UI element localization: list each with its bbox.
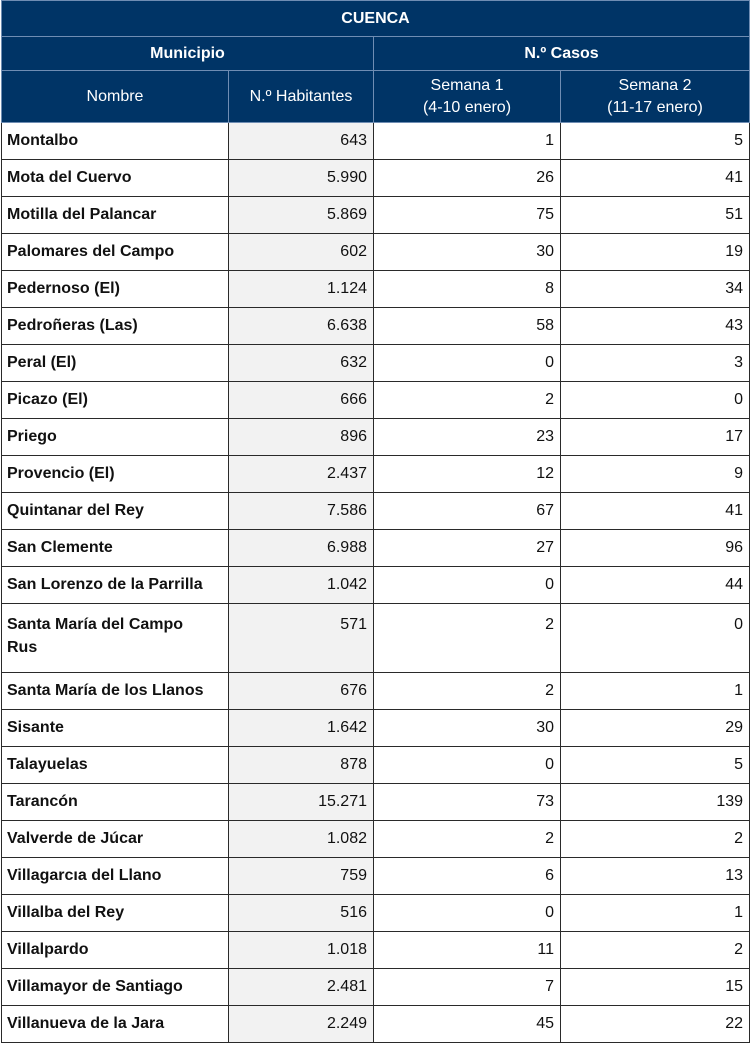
row-semana-2: 3 — [561, 345, 750, 382]
cases-table — [1, 0, 750, 1043]
table-row — [2, 160, 750, 197]
row-habitantes: 1.082 — [229, 821, 374, 858]
row-habitantes: 2.481 — [229, 969, 374, 1006]
table-row — [2, 747, 750, 784]
row-semana-1: 12 — [374, 456, 561, 493]
row-habitantes: 759 — [229, 858, 374, 895]
row-semana-1: 1 — [374, 123, 561, 160]
row-semana-1: 58 — [374, 308, 561, 345]
table-row — [2, 673, 750, 710]
column-header-habitantes: N.º Habitantes — [229, 71, 374, 123]
column-header-semana-2 — [561, 71, 750, 123]
row-nombre: Quintanar del Rey — [2, 493, 229, 530]
table-row — [2, 530, 750, 567]
row-habitantes: 6.988 — [229, 530, 374, 567]
group-header-casos: N.º Casos — [374, 37, 750, 71]
row-nombre: Villagarcıa del Llano — [2, 858, 229, 895]
row-semana-1: 7 — [374, 969, 561, 1006]
row-habitantes: 676 — [229, 673, 374, 710]
row-nombre: San Clemente — [2, 530, 229, 567]
row-semana-1: 27 — [374, 530, 561, 567]
row-semana-2: 9 — [561, 456, 750, 493]
table-row — [2, 382, 750, 419]
row-nombre: Palomares del Campo — [2, 234, 229, 271]
table-row — [2, 821, 750, 858]
row-semana-2: 43 — [561, 308, 750, 345]
row-nombre: San Lorenzo de la Parrilla — [2, 567, 229, 604]
row-nombre: Tarancón — [2, 784, 229, 821]
row-semana-2: 139 — [561, 784, 750, 821]
row-semana-2: 51 — [561, 197, 750, 234]
table-row — [2, 456, 750, 493]
row-nombre: Pedroñeras (Las) — [2, 308, 229, 345]
row-habitantes: 896 — [229, 419, 374, 456]
row-semana-2: 22 — [561, 1006, 750, 1043]
semana-2-dates: (11-17 enero) — [607, 98, 703, 116]
row-nombre: Priego — [2, 419, 229, 456]
row-semana-1: 23 — [374, 419, 561, 456]
row-habitantes: 1.124 — [229, 271, 374, 308]
table-row — [2, 969, 750, 1006]
row-nombre: Villalpardo — [2, 932, 229, 969]
table-row — [2, 308, 750, 345]
row-semana-2: 0 — [561, 382, 750, 419]
row-semana-1: 30 — [374, 710, 561, 747]
row-semana-2: 34 — [561, 271, 750, 308]
row-nombre: Picazo (El) — [2, 382, 229, 419]
table-row — [2, 784, 750, 821]
row-habitantes: 632 — [229, 345, 374, 382]
row-habitantes: 602 — [229, 234, 374, 271]
row-habitantes: 2.249 — [229, 1006, 374, 1043]
row-semana-2: 13 — [561, 858, 750, 895]
row-habitantes: 1.018 — [229, 932, 374, 969]
semana-2-label: Semana 2 — [618, 76, 692, 94]
row-semana-2: 41 — [561, 493, 750, 530]
group-header-municipio: Municipio — [2, 37, 374, 71]
table-row — [2, 895, 750, 932]
row-semana-2: 1 — [561, 673, 750, 710]
row-habitantes: 1.642 — [229, 710, 374, 747]
row-habitantes: 1.042 — [229, 567, 374, 604]
row-nombre: Peral (El) — [2, 345, 229, 382]
row-nombre: Pedernoso (El) — [2, 271, 229, 308]
table-row — [2, 197, 750, 234]
row-nombre: Villalba del Rey — [2, 895, 229, 932]
row-nombre: Santa María de los Llanos — [2, 673, 229, 710]
row-nombre: Valverde de Júcar — [2, 821, 229, 858]
table-row — [2, 234, 750, 271]
row-semana-1: 8 — [374, 271, 561, 308]
table-row — [2, 419, 750, 456]
row-semana-1: 73 — [374, 784, 561, 821]
table-row — [2, 123, 750, 160]
table-row — [2, 345, 750, 382]
row-semana-1: 2 — [374, 382, 561, 419]
row-semana-1: 0 — [374, 567, 561, 604]
table-row — [2, 271, 750, 308]
table-row — [2, 493, 750, 530]
row-nombre: Villanueva de la Jara — [2, 1006, 229, 1043]
row-habitantes: 5.869 — [229, 197, 374, 234]
row-semana-1: 6 — [374, 858, 561, 895]
row-nombre — [2, 604, 229, 673]
row-semana-2: 1 — [561, 895, 750, 932]
row-semana-1: 2 — [374, 604, 561, 673]
row-habitantes: 5.990 — [229, 160, 374, 197]
column-header-nombre: Nombre — [2, 71, 229, 123]
table-row — [2, 710, 750, 747]
row-nombre: Mota del Cuervo — [2, 160, 229, 197]
row-semana-1: 0 — [374, 747, 561, 784]
table-row — [2, 858, 750, 895]
row-nombre: Talayuelas — [2, 747, 229, 784]
row-habitantes: 571 — [229, 604, 374, 673]
row-habitantes: 15.271 — [229, 784, 374, 821]
row-nombre: Provencio (El) — [2, 456, 229, 493]
row-nombre-line-1: Santa María del Campo — [7, 616, 184, 633]
row-semana-2: 0 — [561, 604, 750, 673]
row-semana-2: 5 — [561, 123, 750, 160]
row-semana-1: 2 — [374, 821, 561, 858]
row-habitantes: 878 — [229, 747, 374, 784]
row-nombre: Montalbo — [2, 123, 229, 160]
row-habitantes: 2.437 — [229, 456, 374, 493]
column-header-semana-1 — [374, 71, 561, 123]
row-semana-2: 2 — [561, 821, 750, 858]
row-semana-1: 30 — [374, 234, 561, 271]
row-nombre: Villamayor de Santiago — [2, 969, 229, 1006]
row-nombre: Sisante — [2, 710, 229, 747]
table-row — [2, 932, 750, 969]
table-title: CUENCA — [2, 1, 750, 37]
row-semana-1: 45 — [374, 1006, 561, 1043]
row-semana-2: 2 — [561, 932, 750, 969]
row-habitantes: 643 — [229, 123, 374, 160]
row-semana-2: 29 — [561, 710, 750, 747]
row-semana-2: 41 — [561, 160, 750, 197]
row-semana-2: 19 — [561, 234, 750, 271]
row-semana-1: 75 — [374, 197, 561, 234]
row-semana-2: 96 — [561, 530, 750, 567]
row-semana-2: 44 — [561, 567, 750, 604]
row-semana-2: 15 — [561, 969, 750, 1006]
row-semana-1: 0 — [374, 345, 561, 382]
row-nombre: Motilla del Palancar — [2, 197, 229, 234]
semana-1-label: Semana 1 — [430, 76, 504, 94]
row-habitantes: 666 — [229, 382, 374, 419]
table-row — [2, 1006, 750, 1043]
row-semana-1: 26 — [374, 160, 561, 197]
row-semana-2: 5 — [561, 747, 750, 784]
row-semana-2: 17 — [561, 419, 750, 456]
row-semana-1: 67 — [374, 493, 561, 530]
row-nombre-line-2: Rus — [7, 639, 38, 656]
row-habitantes: 6.638 — [229, 308, 374, 345]
table-row — [2, 604, 750, 673]
row-semana-1: 2 — [374, 673, 561, 710]
row-semana-1: 11 — [374, 932, 561, 969]
table-row — [2, 567, 750, 604]
semana-1-dates: (4-10 enero) — [422, 98, 512, 116]
row-habitantes: 7.586 — [229, 493, 374, 530]
row-habitantes: 516 — [229, 895, 374, 932]
row-semana-1: 0 — [374, 895, 561, 932]
